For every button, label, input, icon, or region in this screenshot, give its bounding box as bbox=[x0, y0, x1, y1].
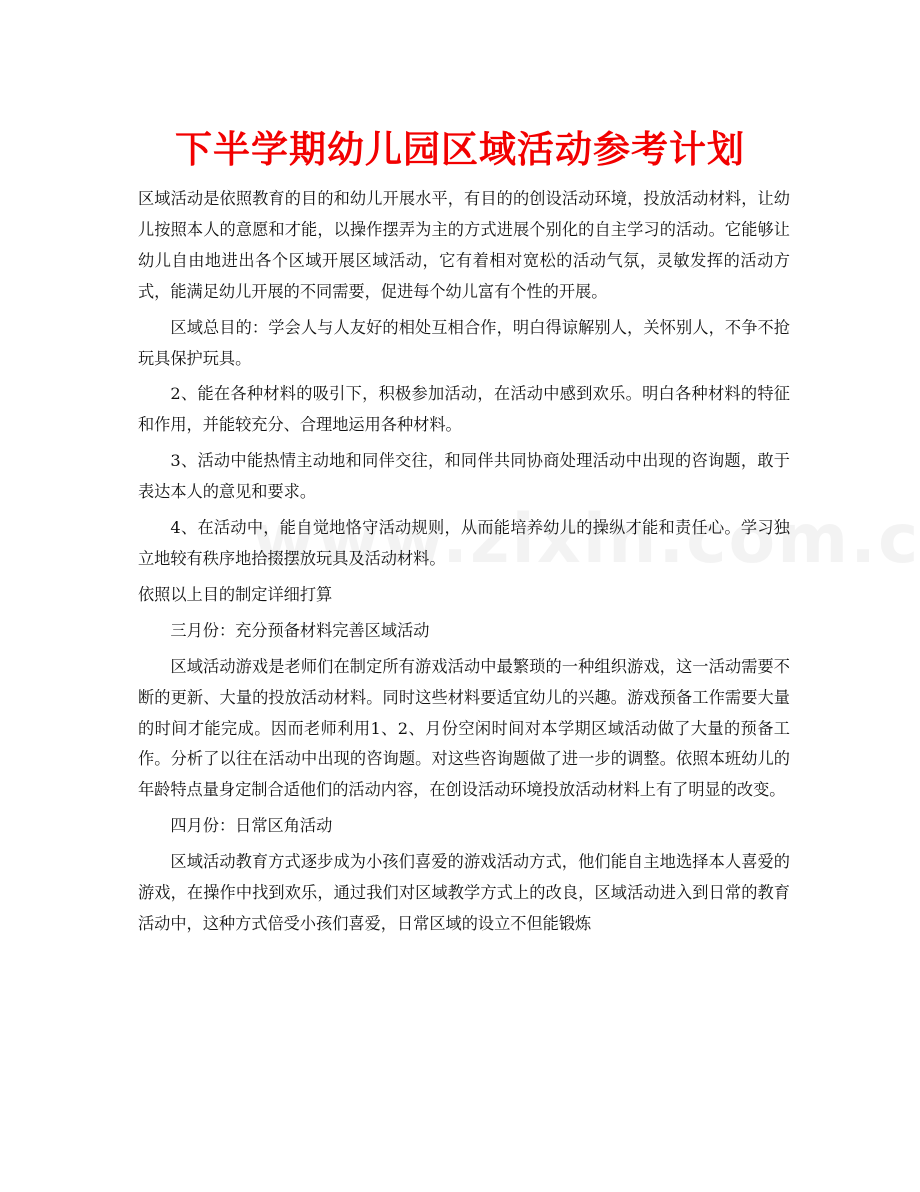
paragraph-9: 四月份：日常区角活动 bbox=[170, 816, 333, 836]
paragraph-1: 区域活动是依照教育的目的和幼儿开展水平，有目的的创设活动环境，投放活动材料，让幼儿按照本人的意愿和才能，以操作摆弄为主的方式进展个别化的自主学习的活动。它能够让幼儿自由地进出各个区域开展区域活动，它有着相对宽松的活动气氛，灵敏发挥的活动方式，能满足幼儿开展的不同需要，促进每个幼儿富有个性的开展。 bbox=[138, 189, 790, 301]
paragraph-3: 2、能在各种材料的吸引下，积极参加活动，在活动中感到欢乐。明白各种材料的特征和作用，并能较充分、合理地运用各种材料。 bbox=[138, 384, 790, 435]
document-body bbox=[138, 184, 790, 945]
paragraph-6: 依照以上目的制定详细打算 bbox=[138, 584, 333, 604]
paragraph-4: 3、活动中能热情主动地和同伴交往，和同伴共同协商处理活动中出现的咨询题，敢于表达本人的意见和要求。 bbox=[138, 451, 790, 502]
paragraph-7: 三月份：充分预备材料完善区域活动 bbox=[170, 620, 430, 640]
paragraph-2: 区域总目的：学会人与人友好的相处互相合作，明白得谅解别人，关怀别人，不争不抢玩具保护玩具。 bbox=[138, 317, 790, 368]
document-title: 下半学期幼儿园区域活动参考计划 bbox=[175, 128, 745, 171]
paragraph-5: 4、在活动中，能自觉地恪守活动规则，从而能培养幼儿的操纵才能和责任心。学习独立地较有秩序地拾掇摆放玩具及活动材料。 bbox=[138, 518, 790, 568]
paragraph-8: 区域活动游戏是老师们在制定所有游戏活动中最繁琐的一种组织游戏，这一活动需要不断的更新、大量的投放活动材料。同时这些材料要适宜幼儿的兴趣。游戏预备工作需要大量的时间才能完成。因而老师利用1、2、月份空闲时间对本学期区域活动做了大量的预备工作。分析了以往在活动中出现的咨询题。对这些咨询题做了进一步的调整。依照本班幼儿的年龄特点量身定制合适他们的活动内容，在创设活动环境投放活动材料上有了明显的改变。 bbox=[138, 656, 790, 800]
paragraph-10: 区域活动教育方式逐步成为小孩们喜爱的游戏活动方式，他们能自主地选择本人喜爱的游戏，在操作中找到欢乐，通过我们对区域教学方式上的改良，区域活动进入到日常的教育活动中，这种方式倍受小孩们喜爱，日常区域的设立不但能锻炼 bbox=[138, 852, 790, 933]
